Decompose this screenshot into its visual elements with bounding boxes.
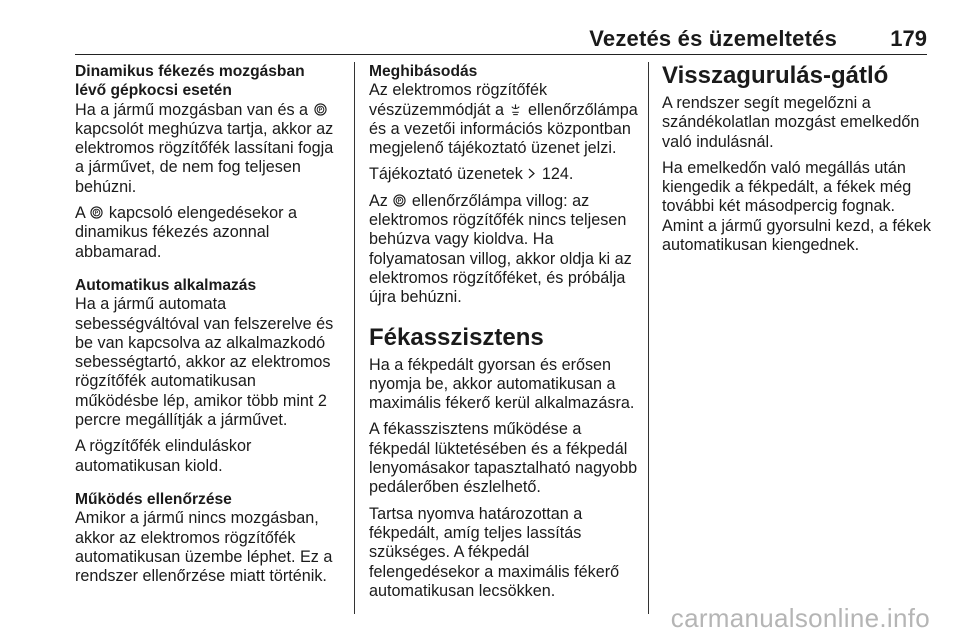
text: ellenőrzőlámpa villog: az elektromos rögzítőfék nincs teljesen behúzva vagy kioldva. Ha folyamatosan villog, akkor oldja ki az elektromos rögzítőféket, és próbálja újra behúzni. [369, 191, 632, 307]
column-divider-1 [354, 62, 355, 614]
page-title: Vezetés és üzemeltetés [589, 26, 837, 51]
text: A [75, 204, 85, 223]
page-reference-link[interactable]: 124. [541, 165, 574, 184]
section-title-hill-start-assist: Visszagurulás-gátló [662, 62, 889, 89]
paragraph: A rögzítőfék elinduláskor automatikusan kiold. [75, 437, 252, 475]
paragraph [369, 165, 639, 184]
column-divider-2 [648, 62, 649, 614]
text: Az elektromos rögzítőfék vészüzemmódját a [369, 81, 548, 119]
text: kapcsoló elengedésekor a dinamikus fékezés azonnal abbamarad. [75, 204, 297, 261]
paragraph [369, 81, 639, 158]
paragraph: Amikor a jármű nincs mozgásban, akkor az elektromos rögzítőfék automatikusan üzembe léphet. Ez a rendszer ellenőrzése miatt történik. [75, 509, 333, 586]
section-heading-malfunction: Meghibásodás [369, 63, 478, 80]
paragraph: A fékasszisztens működése a fékpedál lüktetésében és a fékpedál lenyomásakor tapasztalható nagyobb pedálerőben észlelhető. [369, 420, 638, 497]
svg-text:P: P [95, 210, 99, 217]
page-number: 179 [890, 26, 927, 51]
column-1 [75, 62, 339, 593]
text: ellenőrzőlámpa és a vezetői információs központban megjelenő tájékoztató üzenet jelzi. [369, 100, 638, 158]
text: Tájékoztató üzenetek [369, 165, 523, 184]
parking-brake-icon [314, 103, 327, 116]
watermark: carmanualsonline.info [670, 603, 930, 633]
paragraph: Ha emelkedőn való megállás után kiengedik a fékpedált, a fékek még további két másodpercig fognak. Amint a jármű gyorsulni kezd, a fékek automatikusan kiengednek. [662, 158, 932, 255]
page-header [75, 26, 927, 52]
column-2 [369, 62, 639, 608]
parking-brake-icon [393, 194, 406, 207]
text: kapcsolót meghúzva tartja, akkor az elektromos rögzítőfék lassítani fogja a járművet, de nem fog teljesen behúzni. [75, 119, 334, 196]
section-heading-dynamic-braking: Dinamikus fékezés mozgásban lévő gépkocsi esetén [75, 63, 305, 100]
section-heading-function-check: Működés ellenőrzése [75, 490, 232, 508]
paragraph: Ha a fékpedált gyorsan és erősen nyomja be, akkor automatikusan a maximális fékerő kerül alkalmazásra. [369, 355, 635, 413]
paragraph: Ha a jármű automata sebességváltóval van felszerelve és be van kapcsolva az alkalmazkodó sebességtartó, akkor az elektromos rögzítőfék automatikusan működésbe lép, amikor több mint 2 percre megállítják a járművet. [75, 295, 334, 430]
paragraph [75, 101, 339, 197]
text: Az [369, 191, 388, 210]
svg-text:P: P [318, 107, 322, 114]
section-heading-automatic: Automatikus alkalmazás [75, 276, 257, 294]
svg-text:P: P [398, 198, 402, 205]
page-reference-arrow-icon [528, 168, 535, 179]
text: Ha a jármű mozgásban van és a [75, 100, 309, 119]
parking-brake-icon [90, 206, 103, 219]
paragraph: Tartsa nyomva határozottan a fékpedált, amíg teljes lassítás szükséges. A fékpedál felengedésekor a maximális fékerő automatikusan lecsökken. [369, 504, 620, 600]
brake-warning-lamp-icon [509, 103, 522, 116]
paragraph [369, 192, 639, 308]
header-divider [75, 54, 927, 55]
column-3 [662, 62, 932, 262]
paragraph: A rendszer segít megelőzni a szándékolatlan mozgást emelkedőn való indulásnál. [662, 94, 920, 151]
section-title-brake-assist: Fékasszisztens [369, 323, 544, 351]
paragraph [75, 204, 339, 262]
